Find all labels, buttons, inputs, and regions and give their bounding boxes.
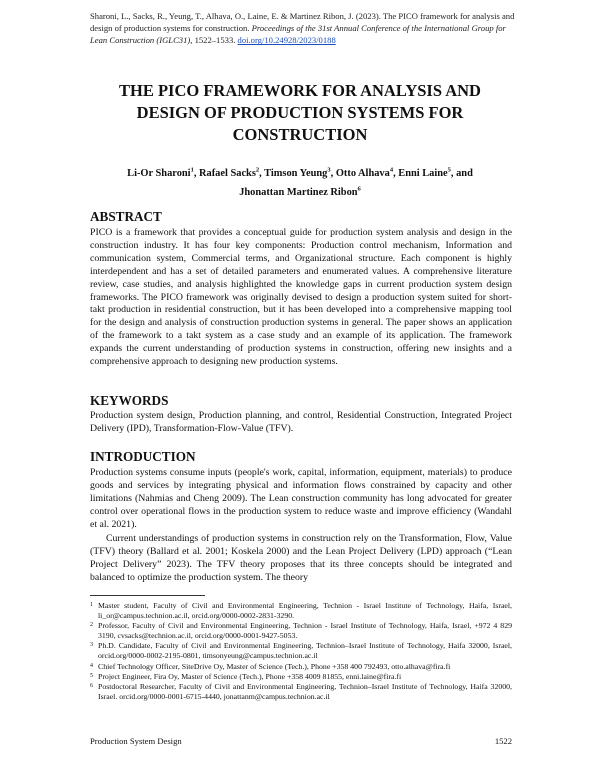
- citation-pages: 1522–1533.: [192, 35, 238, 46]
- footnote: 3 Ph.D. Candidate, Faculty of Civil and Environmental Engineering, Technion–Israel Institute of Technology, Haifa 32000, Israel, orcid.org/0000-0002-2195-0801, timsonyeung@campus.technion.ac.il: [90, 641, 512, 661]
- footnote: 1 Master student, Faculty of Civil and Environmental Engineering, Technion - Israel Institute of Technology, Haifa, Israel, li_or@campus.technion.ac.il, orcid.org/0000-0002-2831-3290.: [90, 601, 512, 621]
- footer-section-title: Production System Design: [90, 736, 182, 746]
- author-list: [100, 163, 500, 200]
- keywords-text: Production system design, Production planning, and control, Residential Construction, Integrated Project Delivery (IPD), Transformation-Flow-Value (TFV).: [90, 410, 512, 434]
- footnote: 2 Professor, Faculty of Civil and Environmental Engineering, Technion - Israel Institute of Technology, Haifa, Israel, +972 4 829 3190, cvsacks@technion.ac.il, orcid.org/0000-0001-9427-5053.: [90, 621, 512, 641]
- doi-link[interactable]: doi.org/10.24928/2023/0188: [237, 35, 336, 46]
- abstract-text: PICO is a framework that provides a conceptual guide for production system analysis and design in the construction industry. It has four key components: Production control mechanism, Information and communication system, Commercial terms, and Organizational structure. Each component is highly interdependent and has a set of detailed parameters and enumerated values. A comprehensive literature review, case studies, and analysis highlighted the knowledge gaps in current production system design frameworks. The PICO framework was originally devised to design a production system suited for short-takt production in residential construction, but it has been developed into a comprehensive mapping tool for the design and analysis of construction production systems in general. The paper shows an application of the framework to a takt system as a case study and an example of its application. The framework expands the current understanding of production systems in construction, offering new insights and a comprehensive approach to designing new production systems.: [90, 227, 512, 368]
- page-number: 1522: [494, 736, 512, 746]
- introduction-paragraph-2: Current understandings of production systems in construction rely on the Transformation, Flow, Value (TFV) theory (Ballard et al. 2001; Koskela 2000) and the Lean Project Delivery (LPD) approach (“Lean Project Delivery” 2023). The TFV theory proposes that its three concepts should be integrated and balanced to optimize the production system. The theory: [90, 533, 512, 583]
- footnote: 6 Postdoctoral Researcher, Faculty of Civil and Environmental Engineering, Technion–Israel Institute of Technology, Haifa 32000, Israel. orcid.org/0000-0001-6715-4440, jonattanm@campus.technion.ac.il: [90, 681, 512, 701]
- footnote: 4 Chief Technology Officer, SiteDrive Oy, Master of Science (Tech.), Phone +358 400 792493, otto.alhava@fira.fi: [90, 661, 451, 671]
- author: Jhonattan Martinez Ribon$^6$: [239, 185, 361, 198]
- keywords-heading: KEYWORDS: [90, 393, 169, 408]
- author: Rafael Sacks$^2$,: [199, 167, 265, 180]
- introduction-heading: INTRODUCTION: [90, 449, 196, 464]
- citation-text: Sharoni, L., Sacks, R., Yeung, T., Alhava, O., Laine, E. & Martinez Ribon, J. (2023). The PICO framework for analysis and design of production systems for construction.: [90, 11, 515, 34]
- author: Otto Alhava$^4$,: [335, 167, 399, 180]
- paper-title: THE PICO FRAMEWORK FOR ANALYSIS AND DESIGN OF PRODUCTION SYSTEMS FOR CONSTRUCTION: [119, 81, 481, 144]
- footnotes: [90, 601, 512, 702]
- citation-header: [90, 10, 515, 47]
- author: Li-Or Sharoni$^1$,: [127, 167, 200, 180]
- footnote: 5 Project Engineer, Fira Oy, Master of Science (Tech.), Phone +358 4009 81855, enni.laine@fira.fi: [90, 671, 402, 681]
- author: Enni Laine$^5$, and: [398, 167, 473, 180]
- abstract-heading: ABSTRACT: [90, 209, 162, 224]
- author: Timson Yeung$^3$,: [264, 167, 336, 180]
- introduction-paragraph-1: Production systems consume inputs (people's work, capital, information, equipment, materials) to produce goods and services by integrating physical and information flows constrained by capacity and other limitations (Nahmias and Cheng 2009). The Lean construction community has long advocated for greater control over operational flows in the production system to reduce waste and improve efficiency (Wandahl et al. 2021).: [90, 467, 512, 530]
- citation-proceedings: Proceedings of the 31st Annual Conference of the International Group for Lean Construction (IGLC31),: [90, 23, 506, 46]
- footnote-divider: [90, 595, 205, 596]
